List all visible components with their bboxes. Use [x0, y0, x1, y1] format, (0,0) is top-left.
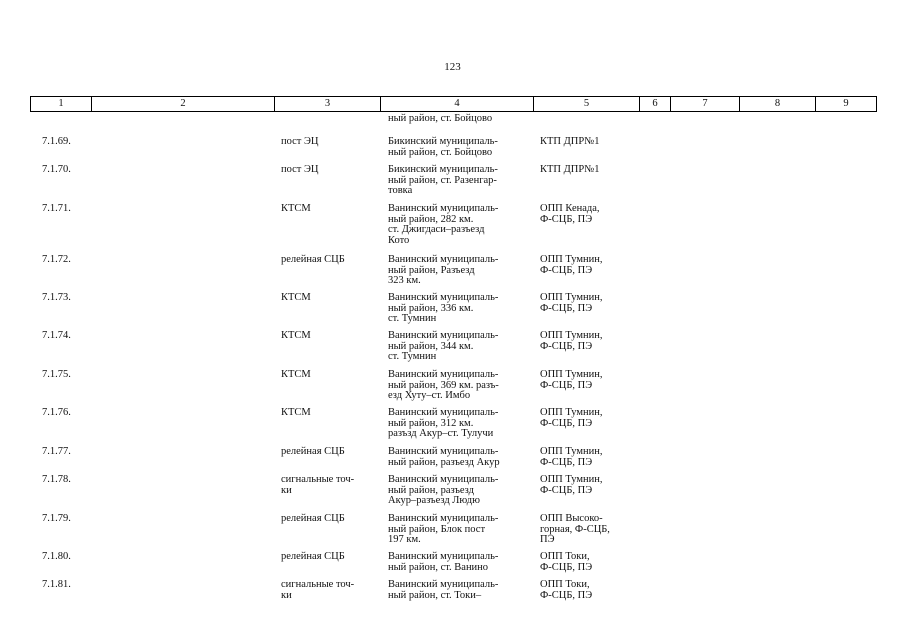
row-number: 7.1.81. [42, 579, 71, 590]
power-source: ОПП Тумнин, Ф-СЦБ, ПЭ [540, 292, 603, 314]
power-source: ОПП Высоко- горная, Ф-СЦБ, ПЭ [540, 513, 610, 545]
location-text: Ванинский муниципаль- ный район, 369 км. разъ- езд Хуту–ст. Имбо [388, 369, 499, 401]
column-header-3: 3 [275, 97, 381, 112]
object-name: КТСМ [281, 330, 311, 341]
location-text: Ванинский муниципаль- ный район, ст. Токи– [388, 579, 499, 601]
object-name: КТСМ [281, 369, 311, 380]
location-text: Ванинский муниципаль- ный район, Разъезд 323 км. [388, 254, 499, 286]
row-number: 7.1.74. [42, 330, 71, 341]
row-number: 7.1.75. [42, 369, 71, 380]
location-text: Ванинский муниципаль- ный район, 282 км. ст. Джигдаси–разъезд Кото [388, 203, 499, 246]
object-name: релейная СЦБ [281, 551, 345, 562]
location-text: Ванинский муниципаль- ный район, разъезд Акур–разъезд Людю [388, 474, 499, 506]
row-number: 7.1.80. [42, 551, 71, 562]
row-number: 7.1.69. [42, 136, 71, 147]
power-source: ОПП Кенада, Ф-СЦБ, ПЭ [540, 203, 600, 225]
power-source: ОПП Тумнин, Ф-СЦБ, ПЭ [540, 474, 603, 496]
column-header-7: 7 [671, 97, 740, 112]
object-name: сигнальные точ- ки [281, 579, 355, 601]
row-number: 7.1.76. [42, 407, 71, 418]
location-text: Ванинский муниципаль- ный район, Блок пост 197 км. [388, 513, 499, 545]
row-number: 7.1.78. [42, 474, 71, 485]
column-header-8: 8 [740, 97, 816, 112]
power-source: КТП ДПР№1 [540, 164, 600, 175]
column-header-2: 2 [92, 97, 275, 112]
continued-location-text: ный район, ст. Бойцово [388, 113, 493, 124]
power-source: ОПП Тумнин, Ф-СЦБ, ПЭ [540, 330, 603, 352]
power-source: КТП ДПР№1 [540, 136, 600, 147]
row-number: 7.1.71. [42, 203, 71, 214]
row-number: 7.1.72. [42, 254, 71, 265]
object-name: КТСМ [281, 407, 311, 418]
location-text: Бикинский муниципаль- ный район, ст. Разенгар- товка [388, 164, 498, 196]
location-text: Ванинский муниципаль- ный район, 344 км. ст. Тумнин [388, 330, 499, 362]
column-header-5: 5 [534, 97, 640, 112]
object-name: релейная СЦБ [281, 513, 345, 524]
location-text: Ванинский муниципаль- ный район, 336 км. ст. Тумнин [388, 292, 499, 324]
column-header-9: 9 [816, 97, 877, 112]
page-number: 123 [444, 61, 461, 73]
column-header-6: 6 [640, 97, 671, 112]
power-source: ОПП Тумнин, Ф-СЦБ, ПЭ [540, 446, 603, 468]
object-name: релейная СЦБ [281, 254, 345, 265]
location-text: Бикинский муниципаль- ный район, ст. Бойцово [388, 136, 498, 158]
power-source: ОПП Тумнин, Ф-СЦБ, ПЭ [540, 254, 603, 276]
location-text: Ванинский муниципаль- ный район, 312 км. разъзд Акур–ст. Тулучи [388, 407, 499, 439]
location-text: Ванинский муниципаль- ный район, ст. Ванино [388, 551, 499, 573]
row-number: 7.1.79. [42, 513, 71, 524]
power-source: ОПП Токи, Ф-СЦБ, ПЭ [540, 579, 593, 601]
object-name: сигнальные точ- ки [281, 474, 355, 496]
column-header-1: 1 [31, 97, 92, 112]
object-name: КТСМ [281, 292, 311, 303]
object-name: пост ЭЦ [281, 136, 319, 147]
column-header-table [30, 96, 877, 112]
column-header-4: 4 [381, 97, 534, 112]
row-number: 7.1.70. [42, 164, 71, 175]
object-name: КТСМ [281, 203, 311, 214]
power-source: ОПП Тумнин, Ф-СЦБ, ПЭ [540, 369, 603, 391]
object-name: релейная СЦБ [281, 446, 345, 457]
power-source: ОПП Токи, Ф-СЦБ, ПЭ [540, 551, 593, 573]
power-source: ОПП Тумнин, Ф-СЦБ, ПЭ [540, 407, 603, 429]
object-name: пост ЭЦ [281, 164, 319, 175]
row-number: 7.1.77. [42, 446, 71, 457]
row-number: 7.1.73. [42, 292, 71, 303]
location-text: Ванинский муниципаль- ный район, разъезд Акур [388, 446, 500, 468]
